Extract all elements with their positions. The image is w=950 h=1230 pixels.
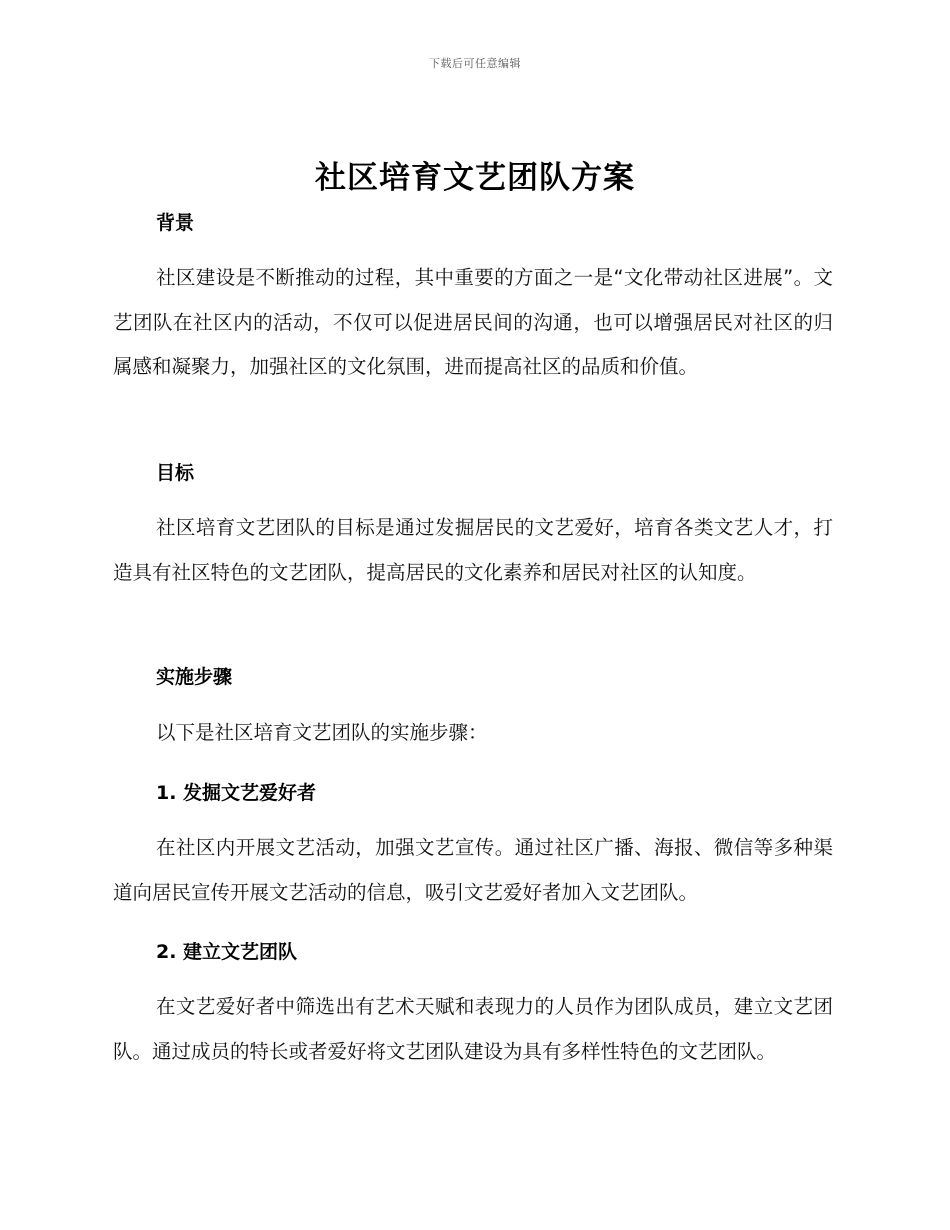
step-heading-1: 1. 发掘文艺爱好者 — [156, 782, 317, 804]
document-title: 社区培育文艺团队方案 — [315, 160, 635, 196]
section-text-steps-intro: 以下是社区培育文艺团队的实施步骤： — [156, 721, 488, 744]
step-text-1: 在社区内开展文艺活动，加强文艺宣传。通过社区广播、海报、微信等多种渠道向居民宣传开展文艺活动的信息，吸引文艺爱好者加入文艺团队。 — [113, 836, 833, 904]
section-heading-steps: 实施步骤 — [156, 666, 233, 688]
section-heading-goal: 目标 — [156, 462, 195, 484]
section-text-background: 社区建设是不断推动的过程，其中重要的方面之一是“文化带动社区进展”。文艺团队在社区内的活动，不仅可以促进居民间的沟通，也可以增强居民对社区的归属感和凝聚力，加强社区的文化氛围，进而提高社区的品质和价值。 — [113, 266, 833, 378]
section-heading-background: 背景 — [156, 212, 195, 234]
section-text-goal: 社区培育文艺团队的目标是通过发掘居民的文艺爱好，培育各类文艺人才，打造具有社区特色的文艺团队，提高居民的文化素养和居民对社区的认知度。 — [113, 516, 833, 584]
step-text-2: 在文艺爱好者中筛选出有艺术天赋和表现力的人员作为团队成员，建立文艺团队。通过成员的特长或者爱好将文艺团队建设为具有多样性特色的文艺团队。 — [113, 995, 833, 1063]
step-heading-2: 2. 建立文艺团队 — [156, 941, 298, 963]
header-note: 下载后可任意编辑 — [429, 57, 521, 70]
